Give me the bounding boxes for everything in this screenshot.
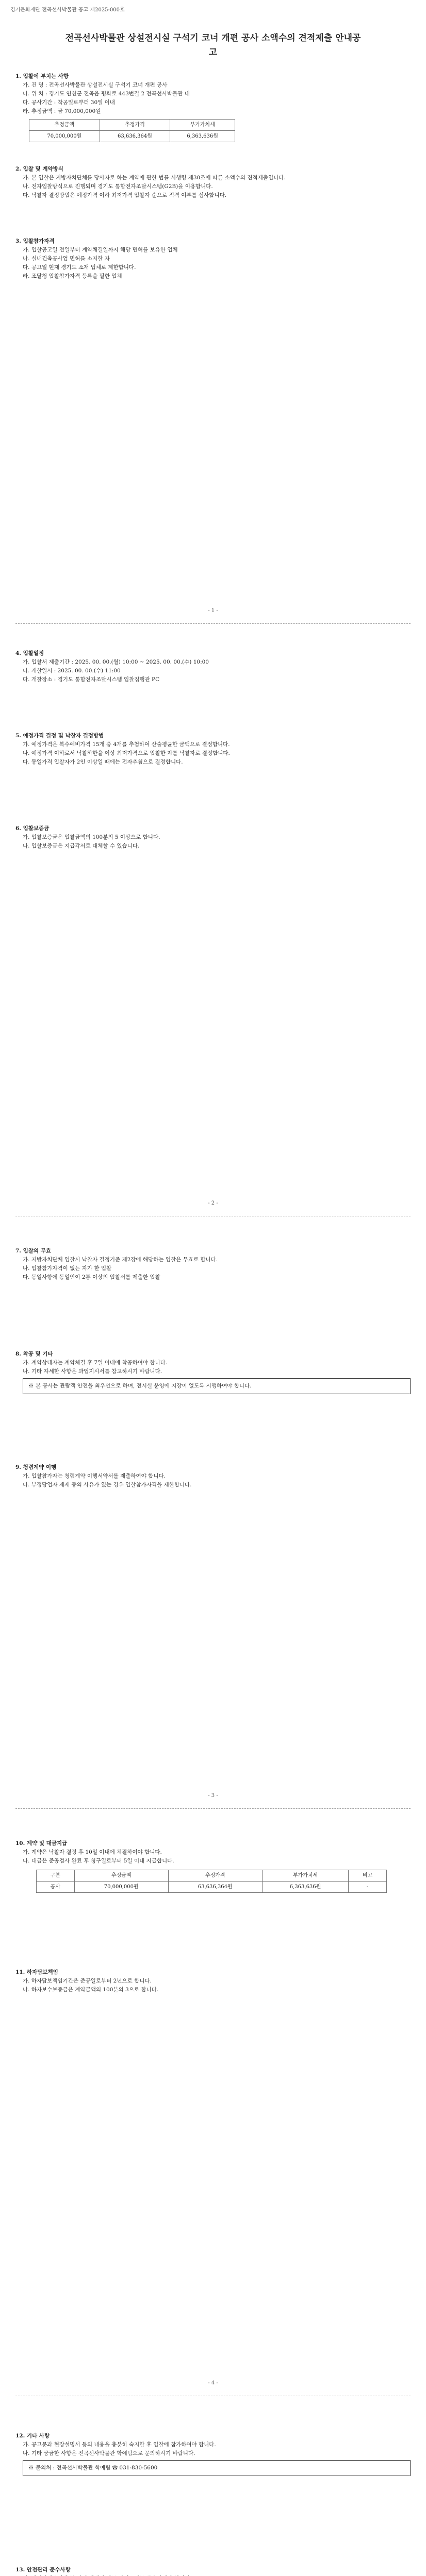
table-cell: 6,363,636원 — [170, 131, 235, 142]
section-3 — [15, 237, 411, 281]
doc-header: 경기문화재단 전곡선사박물관 공고 제2025-000호 — [10, 7, 125, 13]
section-heading: 2. 입찰 및 계약방식 — [15, 166, 63, 172]
table-header: 부가가치세 — [170, 120, 235, 131]
line: 가. 계약은 낙찰자 결정 후 10일 이내에 체결하여야 합니다. — [23, 1849, 162, 1855]
section-7 — [15, 1247, 411, 1282]
line: 나. 예정가격 이하로서 낙찰하한율 이상 최저가격으로 입찰한 자를 낙찰자로 결정합니다. — [23, 750, 230, 756]
page-title: 전곡선사박물관 상설전시실 구석기 코너 개편 공사 소액수의 견적제출 안내공고 — [65, 33, 361, 58]
section-heading: 3. 입찰참가자격 — [15, 238, 55, 244]
line: 다. 낙찰자 결정방법은 예정가격 이하 최저가격 입찰자 순으로 적격 여부를 심사합니다. — [23, 192, 227, 198]
table-cell: 6,363,636원 — [262, 1882, 349, 1893]
line: 나. 기타 궁금한 사항은 전곡선사박물관 학예팀으로 문의하시기 바랍니다. — [23, 2450, 195, 2456]
contract-table — [36, 1870, 387, 1893]
line: 나. 전자입찰방식으로 진행되며 경기도 통합전자조달시스템(G2B)을 이용합니다. — [23, 183, 213, 190]
table-cell: 63,636,364원 — [100, 131, 170, 142]
page-number: - 4 - — [208, 2380, 218, 2386]
page-number: - 2 - — [208, 1200, 218, 1206]
line: 나. 입찰참가자격이 없는 자가 한 입찰 — [23, 1265, 112, 1272]
table-header: 추정금액 — [29, 120, 100, 131]
line: 다. 개찰장소 : 경기도 통합전자조달시스템 입찰집행관 PC — [23, 676, 160, 683]
table-header: 추정금액 — [74, 1870, 168, 1882]
line: 나. 하자보수보증금은 계약금액의 100분의 3으로 합니다. — [23, 1987, 159, 1993]
section-5 — [15, 732, 411, 767]
line: 가. 하자담보책임기간은 준공일로부터 2년으로 합니다. — [23, 1978, 152, 1984]
line: 가. 입찰보증금은 입찰금액의 100분의 5 이상으로 합니다. — [23, 834, 160, 840]
section-9 — [15, 1463, 411, 1489]
line: 가. 입찰공고일 전일부터 계약체결일까지 해당 면허를 보유한 업체 — [23, 247, 178, 253]
page-number: - 3 - — [208, 1793, 218, 1799]
line: 가. 본 입찰은 지방자치단체를 당사자로 하는 계약에 관한 법률 시행령 제30조에 따른 소액수의 견적제출입니다. — [23, 175, 286, 181]
line: 가. 입찰서 제출기간 : 2025. 00. 00.(월) 10:00 ~ 2025. 00. 00.(수) 10:00 — [23, 659, 209, 665]
section-heading: 8. 착공 및 기타 — [15, 1351, 53, 1357]
section-4 — [15, 649, 411, 684]
table-cell: 공사 — [37, 1882, 75, 1893]
line: 가. 건 명 : 전곡선사박물관 상설전시실 구석기 코너 개편 공사 — [23, 82, 168, 88]
line: 다. 공사기간 : 착공일로부터 30일 이내 — [23, 99, 115, 106]
line: 가. 계약상대자는 계약체결 후 7일 이내에 착공하여야 합니다. — [23, 1360, 168, 1366]
section-11 — [15, 1968, 411, 1994]
line: 다. 동일사항에 동일인이 2통 이상의 입찰서를 제출한 입찰 — [23, 1274, 160, 1280]
section-6 — [15, 824, 411, 851]
section-2 — [15, 165, 411, 200]
line: 가. 입찰참가자는 청렴계약 이행서약서를 제출하여야 합니다. — [23, 1473, 166, 1479]
line: 나. 부정당업자 제재 등의 사유가 있는 경우 입찰참가자격을 제한합니다. — [23, 1482, 192, 1488]
table-cell: 63,636,364원 — [168, 1882, 262, 1893]
section-heading: 7. 입찰의 무효 — [15, 1248, 51, 1254]
section-heading: 6. 입찰보증금 — [15, 825, 50, 832]
line: 가. 지방자치단체 입찰시 낙찰자 결정기준 제2장에 해당하는 입찰은 무효로 합니다. — [23, 1257, 218, 1263]
table-header: 비고 — [349, 1870, 387, 1882]
section-heading: 5. 예정가격 결정 및 낙찰자 결정방법 — [15, 733, 104, 739]
section-heading: 12. 기타 사항 — [15, 2433, 50, 2439]
line: 다. 공고일 현재 경기도 소재 업체로 제한합니다. — [23, 264, 136, 270]
section-heading: 4. 입찰일정 — [15, 650, 44, 656]
section-heading: 13. 안전관리 준수사항 — [15, 2567, 71, 2573]
table-cell: 70,000,000원 — [74, 1882, 168, 1893]
page-number: - 1 - — [208, 608, 218, 614]
line: 나. 개찰일시 : 2025. 00. 00.(수) 11:00 — [23, 668, 121, 674]
table-header: 구분 — [37, 1870, 75, 1882]
section-heading: 11. 하자담보책임 — [15, 1969, 58, 1975]
line: 나. 실내건축공사업 면허를 소지한 자 — [23, 256, 110, 262]
page-divider — [15, 623, 411, 624]
line: 나. 위 치 : 경기도 연천군 전곡읍 평화로 443번길 2 전곡선사박물관 내 — [23, 91, 190, 97]
notice-box: ※ 문의처 : 전곡선사박물관 학예팀 ☎ 031-830-5600 — [23, 2460, 411, 2476]
line: 나. 대금은 준공검사 완료 후 청구일로부터 5일 이내 지급합니다. — [23, 1858, 174, 1864]
section-heading: 10. 계약 및 대금지급 — [15, 1840, 68, 1846]
line: 다. 동일가격 입찰자가 2인 이상일 때에는 전자추첨으로 결정합니다. — [23, 759, 183, 765]
table-header: 추정가격 — [168, 1870, 262, 1882]
table-header: 부가가치세 — [262, 1870, 349, 1882]
section-8 — [15, 1350, 411, 1396]
section-heading: 9. 청렴계약 이행 — [15, 1464, 57, 1470]
section-12 — [15, 2432, 411, 2478]
section-13 — [15, 2566, 411, 2576]
line: 라. 조달청 입찰참가자격 등록을 필한 업체 — [23, 273, 122, 279]
table-cell: - — [349, 1882, 387, 1893]
line: 라. 추정금액 : 금 70,000,000원 — [23, 108, 101, 114]
section-heading: 1. 입찰에 부치는 사항 — [15, 73, 69, 79]
section-10 — [15, 1839, 411, 1893]
line: 나. 기타 자세한 사항은 과업지시서를 참고하시기 바랍니다. — [23, 1368, 162, 1375]
table-header: 추정가격 — [100, 120, 170, 131]
line: 가. 예정가격은 복수예비가격 15개 중 4개를 추첨하여 산술평균한 금액으로 결정합니다. — [23, 741, 230, 748]
line: 가. 공고문과 현장설명서 등의 내용을 충분히 숙지한 후 입찰에 참가하여야 합니다. — [23, 2442, 216, 2448]
table-cell: 70,000,000원 — [29, 131, 100, 142]
page-divider — [15, 1808, 411, 1809]
line: 나. 입찰보증금은 지급각서로 대체할 수 있습니다. — [23, 843, 140, 849]
section-1 — [15, 72, 411, 142]
price-table — [29, 119, 235, 142]
notice-box: ※ 본 공사는 관람객 안전을 최우선으로 하며, 전시실 운영에 지장이 없도록 시행하여야 합니다. — [23, 1378, 411, 1394]
